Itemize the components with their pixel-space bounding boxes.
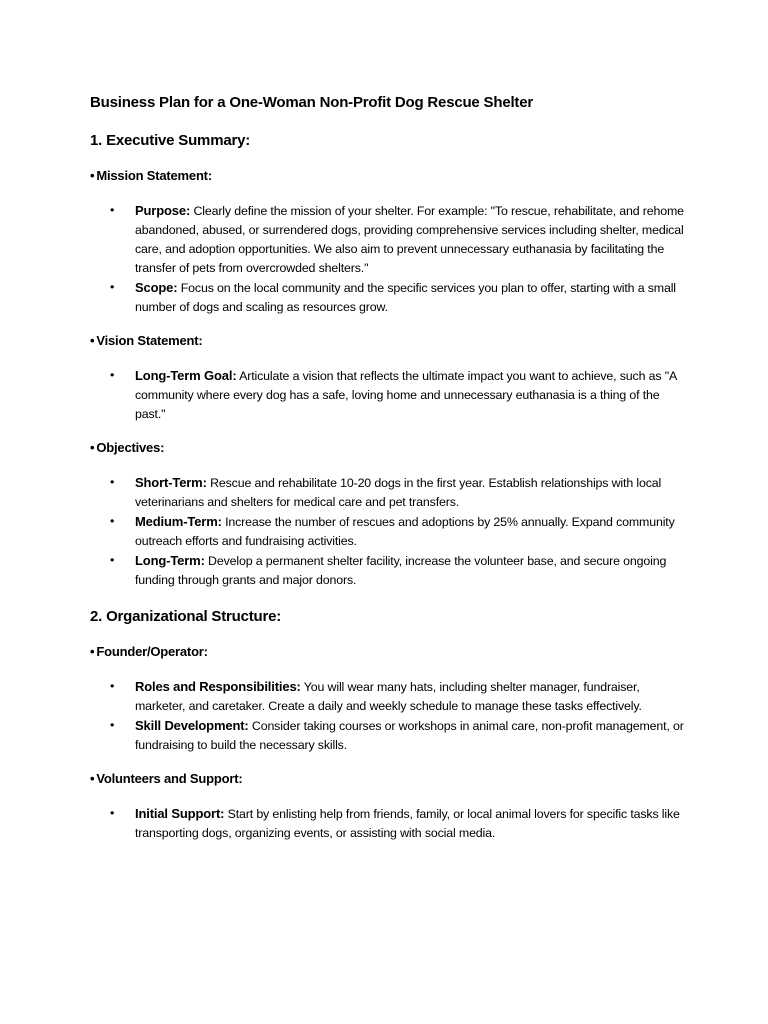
item-text: Develop a permanent shelter facility, increase the volunteer base, and secure ongoing funding through grants and major donors. xyxy=(135,554,667,587)
item-term: Scope: xyxy=(135,280,178,295)
subsection-heading-label: Volunteers and Support: xyxy=(96,771,243,786)
bullet-dot: • xyxy=(110,203,115,217)
bullet-dot: • xyxy=(110,368,115,382)
bullet-dot: • xyxy=(90,333,95,348)
bullet-dot: • xyxy=(90,644,95,659)
item-term: Skill Development: xyxy=(135,718,249,733)
document-page xyxy=(90,92,690,843)
subsection-heading-founder-operator xyxy=(90,642,690,662)
section-heading-organizational-structure: 2. Organizational Structure: xyxy=(90,608,282,625)
bullet-dot: • xyxy=(90,440,95,455)
vision-statement-list xyxy=(90,366,690,424)
item-text: Clearly define the mission of your shelter. For example: "To rescue, rehabilitate, and rehome abandoned, abused, or surrendered dogs, providing comprehensive services including shelter, medical care, and adoption opportunities. We also aim to prevent unnecessary euthanasia by facilitating the transfer of pets from overcrowded shelters." xyxy=(135,204,684,275)
item-text: Rescue and rehabilitate 10-20 dogs in the first year. Establish relationships with local veterinarians and shelters for medical care and pet transfers. xyxy=(135,476,662,509)
item-text: You will wear many hats, including shelter manager, fundraiser, marketer, and caretaker. Create a daily and weekly schedule to manage these tasks effectively. xyxy=(135,680,642,713)
item-term: Initial Support: xyxy=(135,806,225,821)
subsection-heading-vision-statement xyxy=(90,331,690,351)
bullet-dot: • xyxy=(110,718,115,732)
list-item xyxy=(90,551,690,590)
bullet-dot: • xyxy=(90,168,95,183)
subsection-heading-label: Vision Statement: xyxy=(96,333,203,348)
item-text: Increase the number of rescues and adoptions by 25% annually. Expand community outreach efforts and fundraising activities. xyxy=(135,515,675,548)
list-item xyxy=(90,473,690,512)
item-term: Purpose: xyxy=(135,203,191,218)
item-term: Long-Term Goal: xyxy=(135,368,237,383)
bullet-dot: • xyxy=(110,475,115,489)
bullet-dot: • xyxy=(110,806,115,820)
bullet-dot: • xyxy=(110,514,115,528)
subsection-heading-volunteers-support xyxy=(90,769,690,789)
bullet-dot: • xyxy=(110,553,115,567)
subsection-heading-label: Mission Statement: xyxy=(96,168,212,183)
subsection-heading-mission-statement xyxy=(90,166,690,186)
item-text: Start by enlisting help from friends, family, or local animal lovers for specific tasks like transporting dogs, organizing events, or assisting with social media. xyxy=(135,807,680,840)
bullet-dot: • xyxy=(110,280,115,294)
subsection-heading-label: Founder/Operator: xyxy=(96,644,208,659)
item-term: Long-Term: xyxy=(135,553,205,568)
subsection-heading-objectives xyxy=(90,438,690,458)
founder-operator-list xyxy=(90,677,690,755)
list-item xyxy=(90,278,690,317)
list-item xyxy=(90,512,690,551)
list-item xyxy=(90,804,690,843)
item-term: Short-Term: xyxy=(135,475,207,490)
list-item xyxy=(90,677,690,716)
volunteers-support-list xyxy=(90,804,690,843)
section-heading-executive-summary: 1. Executive Summary: xyxy=(90,132,251,149)
list-item xyxy=(90,716,690,755)
item-term: Roles and Responsibilities: xyxy=(135,679,301,694)
item-term: Medium-Term: xyxy=(135,514,222,529)
item-text: Consider taking courses or workshops in animal care, non-profit management, or fundraising to build the necessary skills. xyxy=(135,719,684,752)
bullet-dot: • xyxy=(110,679,115,693)
item-text: Articulate a vision that reflects the ultimate impact you want to achieve, such as "A community where every dog has a safe, loving home and unnecessary euthanasia is a thing of the past." xyxy=(135,369,677,421)
bullet-dot: • xyxy=(90,771,95,786)
document-title: Business Plan for a One-Woman Non-Profit Dog Rescue Shelter xyxy=(90,94,533,111)
item-text: Focus on the local community and the specific services you plan to offer, starting with a small number of dogs and scaling as resources grow. xyxy=(135,281,676,314)
subsection-heading-label: Objectives: xyxy=(96,440,165,455)
objectives-list xyxy=(90,473,690,590)
mission-statement-list xyxy=(90,201,690,317)
list-item xyxy=(90,366,690,424)
list-item xyxy=(90,201,690,278)
